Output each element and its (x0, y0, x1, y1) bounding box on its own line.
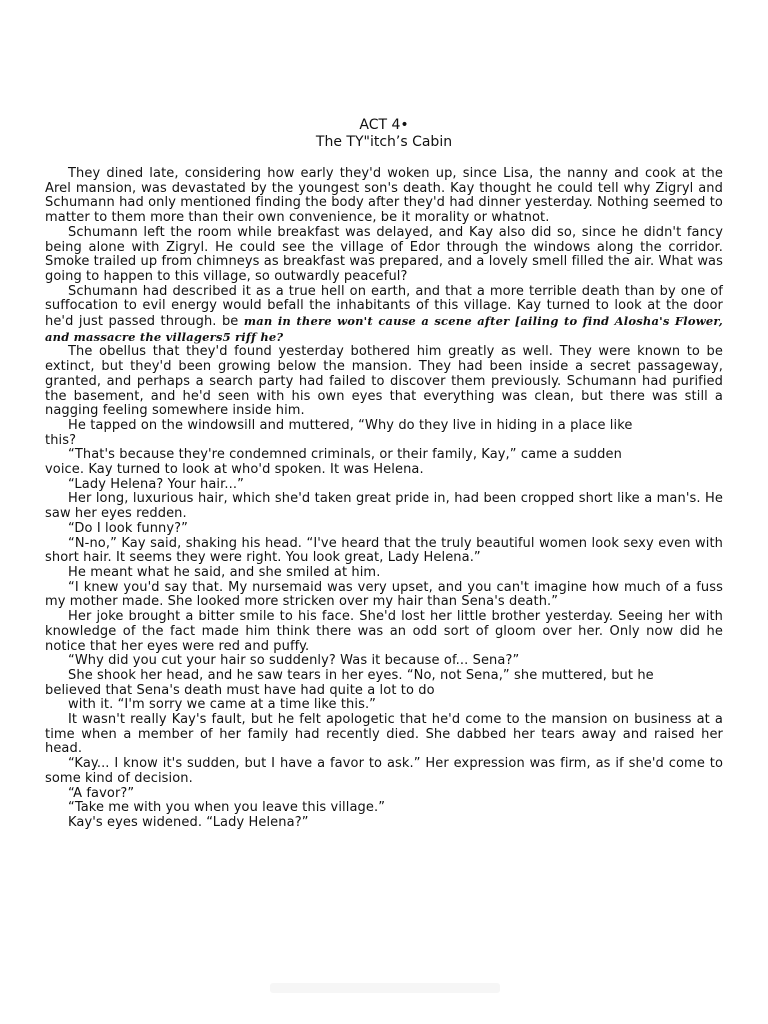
italic-thought: man in there won't cause a scene after [ailing to find Alosha's Flower, and massacre the villagers5 riff he? (45, 314, 723, 344)
act-heading: ACT 4• (359, 117, 409, 133)
body-text (45, 167, 723, 831)
paragraph-text: “A favor?” (68, 785, 135, 801)
chapter-title: The TY"itch’s Cabin (315, 134, 453, 150)
paragraph-text: “Do I look funny?” (68, 520, 188, 536)
paragraph (45, 226, 723, 285)
paragraph-text: Schumann had described it as a true hell on earth, and that a more terrible death than by one of suffocation to evil energy would befall the inhabitants of this village. Kay turned to look at the door he'd just passed through. be (45, 283, 723, 330)
paragraph (45, 581, 723, 610)
paragraph (45, 167, 723, 226)
paragraph (45, 566, 723, 581)
paragraph-text: She shook her head, and he saw tears in her eyes. “No, not Sena,” she muttered, but he (68, 667, 654, 683)
paragraph (45, 419, 723, 434)
paragraph (45, 698, 723, 713)
paragraph-text: The obellus that they'd found yesterday bothered him greatly as well. They were known to be extinct, but they'd been growing below the mansion. They had been inside a secret passageway, granted, and perhaps a search party had failed to discover them previously. Schumann had purified the basement, and he'd seen with his own eyes that everything was clean, but there was still a nagging feeling somewhere inside him. (45, 344, 723, 419)
paragraph-text: Schumann left the room while breakfast was delayed, and Kay also did so, since he didn't fancy being alone with Zigryl. He could see the village of Edor through the windows along the corridor. Smoke trailed up from chimneys as breakfast was prepared, and a lovely smell filled the air. What was going to happen to this village, so outwardly peaceful? (45, 224, 723, 284)
paragraph-text: believed that Sena's death must have had quite a lot to do (45, 682, 435, 698)
paragraph-text: “I knew you'd say that. My nursemaid was very upset, and you can't imagine how much of a fuss my mother made. She looked more stricken over my hair than Sena's death.” (45, 579, 723, 610)
paragraph (45, 448, 723, 463)
paragraph (45, 434, 723, 449)
paragraph-text: “N-no,” Kay said, shaking his head. “I've heard that the truly beautiful women look sexy even with short hair. It seems they were right. You look great, Lady Helena.” (45, 535, 723, 566)
paragraph (45, 537, 723, 566)
paragraph-text: “Kay... I know it's sudden, but I have a favor to ask.” Her expression was firm, as if she'd come to some kind of decision. (45, 756, 723, 786)
paragraph (45, 713, 723, 757)
paragraph (45, 610, 723, 654)
paragraph (45, 492, 723, 521)
paragraph-text: with it. “I'm sorry we came at a time like this.” (68, 697, 377, 713)
paragraph-text: He tapped on the windowsill and muttered, “Why do they live in hiding in a place like (68, 417, 633, 433)
paragraph-text: Her long, luxurious hair, which she'd taken great pride in, had been cropped short like a man's. He saw her eyes redden. (45, 491, 723, 522)
paragraph (45, 801, 723, 816)
paragraph-text: It wasn't really Kay's fault, but he felt apologetic that he'd come to the mansion on business at a time when a member of her family had recently died. She dabbed her tears away and raised her head. (45, 712, 723, 757)
paragraph (45, 684, 723, 699)
paragraph (45, 478, 723, 493)
paragraph (45, 787, 723, 802)
paragraph (45, 654, 723, 669)
faint-footer-mark (270, 983, 500, 993)
paragraph-text: Kay's eyes widened. “Lady Helena?” (68, 814, 309, 830)
paragraph-text: “Why did you cut your hair so suddenly? Was it because of... Sena?” (68, 653, 520, 669)
paragraph (45, 757, 723, 786)
paragraph (45, 816, 723, 831)
paragraph (45, 463, 723, 478)
paragraph-text: voice. Kay turned to look at who'd spoken. It was Helena. (45, 462, 424, 478)
paragraph-text: “That's because they're condemned criminals, or their family, Kay,” came a sudden (68, 447, 622, 463)
paragraph-text: He meant what he said, and she smiled at him. (68, 564, 381, 580)
paragraph (45, 522, 723, 537)
paragraph (45, 669, 723, 684)
paragraph-text: Her joke brought a bitter smile to his face. She'd lost her little brother yesterday. Seeing her with knowledge of the fact made him think there was an odd sort of gloom over her. Only now did he notice that her eyes were red and puffy. (45, 609, 723, 654)
paragraph-text: this? (45, 432, 77, 448)
paragraph (45, 285, 723, 346)
paragraph-text: “Take me with you when you leave this village.” (68, 800, 386, 816)
paragraph-text: They dined late, considering how early they'd woken up, since Lisa, the nanny and cook at the Arel mansion, was devastated by the youngest son's death. Kay thought he could tell why Zigryl and Schumann had only mentioned finding the body after they'd had dinner yesterday. Nothing seemed to matter to them more than their own convenience, be it morality or whatnot. (45, 166, 723, 226)
paragraph-text: “Lady Helena? Your hair...” (68, 476, 244, 492)
paragraph (45, 345, 723, 419)
